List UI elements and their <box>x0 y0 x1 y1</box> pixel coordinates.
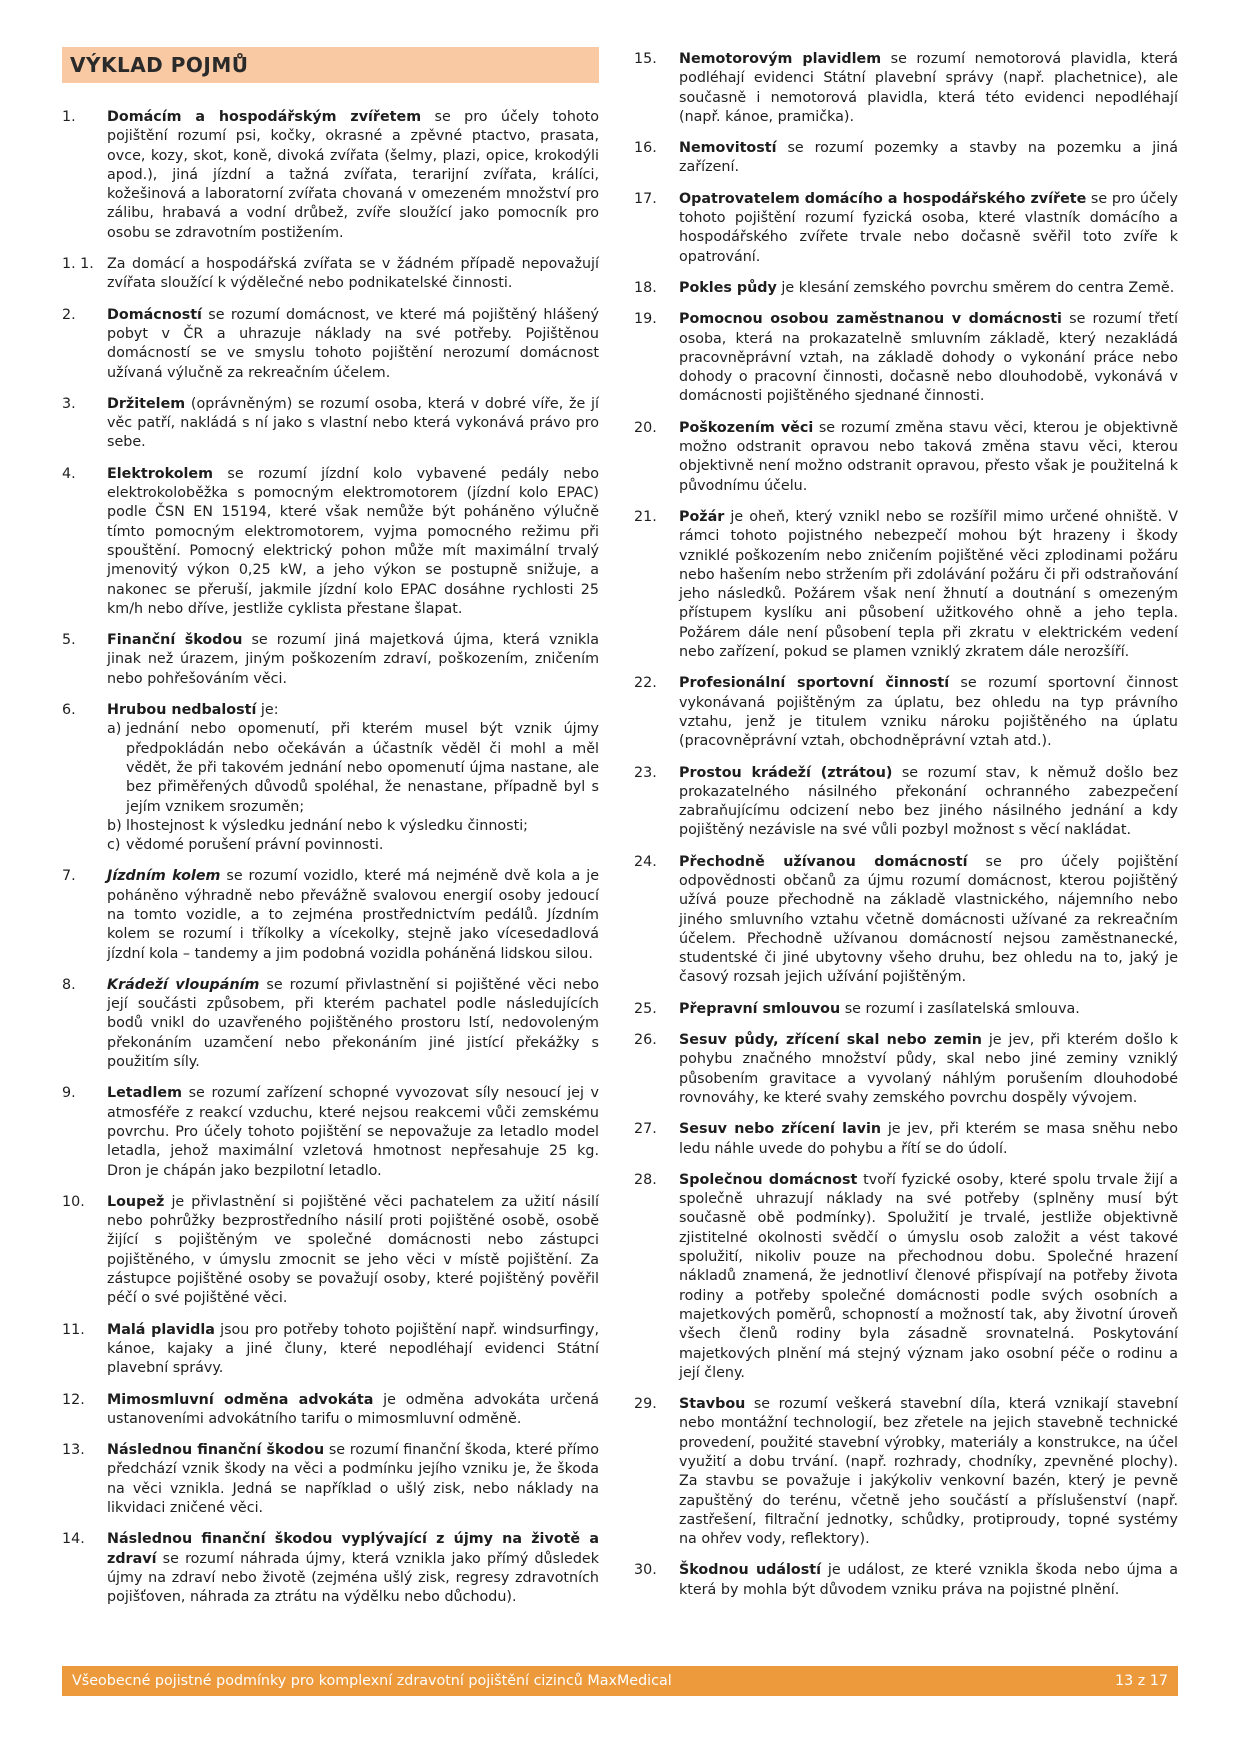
section-heading: VÝKLAD POJMŮ <box>62 47 599 83</box>
definition-item <box>62 631 599 689</box>
definition-body: je: <box>256 702 279 719</box>
definition-number: 23. <box>634 764 657 781</box>
definition-text <box>107 255 599 294</box>
definition-number: 6. <box>62 702 76 719</box>
definition-number: 4. <box>62 465 76 482</box>
definition-body: se rozumí stav, k němuž došlo bez prokazatelného násilného překonání ochranného zabezpečení zabraňujícímu odcizení nebo bez jiného násilného jednání a kdy pojištěný nezávisle na své vůli pozbyl možnost s věcí nakládat. <box>679 764 1178 839</box>
definition-term: Následnou finanční škodou vyplývající z újmy na životě a zdraví <box>107 1531 599 1567</box>
definition-number: 1. 1. <box>62 256 94 273</box>
definition-term: Profesionální sportovní činností <box>679 675 950 692</box>
definition-text <box>679 674 1178 751</box>
definition-text <box>679 1171 1178 1383</box>
definition-term: Mimosmluvní odměna advokáta <box>107 1391 374 1408</box>
definition-item <box>634 764 1178 841</box>
definition-text <box>679 139 1178 178</box>
definition-body: Za domácí a hospodářská zvířata se v žádném případě nepovažují zvířata sloužící k výdělečné nebo podnikatelské činnosti. <box>107 256 599 292</box>
definition-number: 29. <box>634 1396 657 1413</box>
definition-text <box>679 1000 1178 1019</box>
definition-body: je odměna advokáta určená ustanoveními advokátního tarifu o mimosmluvní odměně. <box>107 1391 599 1427</box>
left-definitions <box>62 108 599 1607</box>
definition-number: 26. <box>634 1032 657 1049</box>
definition-body: se rozumí jiná majetková újma, která vznikla jinak než úrazem, jiným poškozením zdraví, poškozením, zničením nebo pohřešováním věci. <box>107 632 599 687</box>
definition-text <box>679 508 1178 662</box>
definition-number: 2. <box>62 306 76 323</box>
sub-item-letter: b) <box>107 817 122 834</box>
page-footer <box>62 1666 1178 1696</box>
definition-term: Požár <box>679 508 725 525</box>
definition-item <box>62 1321 599 1379</box>
definition-term: Přepravní smlouvou <box>679 1000 841 1017</box>
definition-body: se rozumí veškerá stavební díla, která vznikají stavební nebo montážní technologií, bez zřetele na jejich stavebně technické provedení, použité stavební výrobky, materiály a konstrukce, na účel využití a dobu trvání. (např. rozhrady, chodníky, zpevněné plochy). Za stavbu se považuje i jakýkoliv venkovní bazén, který je pevně zapuštěný do terénu, včetně jeho součástí a příslušenství (např. zastřešení, filtrační jednotky, schůdky, protiproudy, topné systémy na ohřev vody, reflektory). <box>679 1396 1178 1548</box>
definition-number: 9. <box>62 1085 76 1102</box>
definition-term: Nemotorovým plavidlem <box>679 51 882 67</box>
definition-item <box>634 50 1178 127</box>
definition-item <box>62 867 599 963</box>
definition-number: 8. <box>62 976 76 993</box>
definition-body: se pro účely tohoto pojištění rozumí fyzická osoba, které vlastník domácího a hospodářského zvířete trvale nebo dočasně svěřil toto zvíře k opatrování. <box>679 190 1178 265</box>
definition-number: 11. <box>62 1321 85 1338</box>
definition-term: Přechodně užívanou domácností <box>679 853 968 870</box>
definition-body: je jev, při kterém se masa sněhu nebo ledu náhle uvede do pohybu a řítí se do údolí. <box>679 1121 1178 1157</box>
definition-text <box>107 701 599 855</box>
definition-item <box>634 508 1178 662</box>
definition-text <box>679 310 1178 406</box>
definition-term: Finanční škodou <box>107 632 243 649</box>
definition-number: 15. <box>634 51 657 67</box>
sub-item-text: jednání nebo opomenutí, při kterém musel být vznik újmy předpokládán nebo očekáván a účastník věděl či mohl a měl vědět, že při takovém jednání nebo opomenutí újma nastane, ale bez přiměřených důvodů spoléhal, že nenastane, případně byl s jejím vznikem srozuměn; <box>126 721 599 815</box>
definition-term: Společnou domácnost <box>679 1171 858 1188</box>
definition-body: (oprávněným) se rozumí osoba, která v dobré víře, že jí věc patří, nakládá s ní jako s vlastní nebo která vykonává právo pro sebe. <box>107 395 599 451</box>
definition-term: Malá plavidla <box>107 1321 215 1338</box>
definition-text <box>679 419 1178 496</box>
definition-term: Elektrokolem <box>107 465 214 482</box>
page-number: 13 z 17 <box>1115 1673 1168 1689</box>
definition-text <box>107 1084 599 1180</box>
definition-term: Hrubou nedbalostí <box>107 702 257 719</box>
definition-number: 1. <box>62 109 76 125</box>
definition-number: 17. <box>634 190 657 207</box>
definition-text <box>107 1530 599 1607</box>
definition-body: se rozumí náhrada újmy, která vznikla jako přímý důsledek újmy na zdraví nebo životě (zejména ušlý zisk, regresy zdravotních pojišťoven, náhrada za ztrátu na výdělku nebo důchodu). <box>107 1550 599 1606</box>
definition-term: Prostou krádeží (ztrátou) <box>679 764 893 781</box>
definition-item <box>62 1441 599 1518</box>
definition-term: Následnou finanční škodou <box>107 1442 325 1459</box>
sub-item-text: vědomé porušení právní povinnosti. <box>126 837 384 854</box>
definition-number: 22. <box>634 675 657 692</box>
definition-number: 27. <box>634 1121 657 1138</box>
definition-text <box>679 279 1178 298</box>
sub-item <box>107 817 599 836</box>
definition-body: se pro účely pojištění odpovědnosti občanů za újmu rozumí domácnost, kterou pojištěný užívá pouze přechodně na základě vlastnického, nájemního nebo jiného smluvního vztahu včetně domácnosti užívané za rekreačním účelem. Přechodně užívanou domácností nejsou zaměstnanecké, studentské či jiné ubytovny všeho druhu, bez ohledu na to, jaký je časový rozsah jejich užívání pojištěným. <box>679 853 1178 986</box>
definition-number: 5. <box>62 632 76 649</box>
definition-number: 10. <box>62 1193 85 1210</box>
definition-text <box>107 465 599 619</box>
definition-number: 19. <box>634 311 657 328</box>
definition-term: Krádeží vloupáním <box>107 976 260 993</box>
definition-body: je událost, ze které vznikla škoda nebo újma a která by mohla být důvodem vzniku práva na pojistné plnění. <box>679 1562 1178 1598</box>
definition-item <box>62 395 599 453</box>
definition-number: 20. <box>634 419 657 436</box>
definition-term: Škodnou událostí <box>679 1562 821 1579</box>
definition-text <box>679 853 1178 988</box>
definition-term: Jízdním kolem <box>107 868 221 885</box>
definition-item <box>62 306 599 383</box>
definition-text <box>679 50 1178 127</box>
definition-text <box>107 1441 599 1518</box>
left-column <box>62 47 599 1619</box>
definition-body: se rozumí jízdní kolo vybavené pedály nebo elektrokoloběžka s pomocným elektromotorem (jízdní kolo EPAC) podle ČSN EN 15194, které však nemůže být poháněno výlučně tímto pomocným elektromotorem, vyjma pomocného režimu při spouštění. Pomocný elektrický pohon může mít maximální trvalý jmenovitý výkon 0,25 kW, a jeho výkon se postupně snižuje, a nakonec se přeruší, jakmile jízdní kolo EPAC dosáhne rychlosti 25 km/h nebo dříve, jestliže cyklista přestane šlapat. <box>107 465 599 617</box>
definition-body: se rozumí i zasílatelská smlouva. <box>840 1000 1080 1017</box>
definition-item <box>634 1171 1178 1383</box>
definition-text <box>107 631 599 689</box>
right-column <box>634 50 1178 1612</box>
definition-text <box>107 306 599 383</box>
definition-item <box>62 465 599 619</box>
definition-term: Sesuv půdy, zřícení skal nebo zemin <box>679 1032 982 1049</box>
definition-item <box>62 1193 599 1309</box>
definition-term: Loupež <box>107 1193 165 1210</box>
definition-item <box>634 853 1178 988</box>
definition-body: je klesání zemského povrchu směrem do centra Země. <box>776 279 1175 296</box>
definition-text <box>679 1120 1178 1159</box>
definition-number: 28. <box>634 1171 657 1188</box>
definition-body: se rozumí třetí osoba, která na prokazatelně smluvním základě, který nezakládá pracovněprávní vztah, na základě dohody o vykonání práce nebo dohody o pracovní činnosti, dočasně nebo dlouhodobě, vykonává v domácnosti pojištěného sjednané činnosti. <box>679 311 1178 405</box>
definition-item <box>62 108 599 243</box>
definition-text <box>107 1193 599 1309</box>
definition-term: Opatrovatelem domácího a hospodářského zvířete <box>679 190 1087 207</box>
definition-term: Pokles půdy <box>679 279 777 296</box>
definition-body: je oheň, který vznikl nebo se rozšířil mimo určené ohniště. V rámci tohoto pojistného nebezpečí mohou být hrazeny i škody vzniklé poškozením nebo zničením pojištěné věci zplodinami požáru nebo hašením nebo stržením při zdolávání požáru či při odstraňování jeho následků. Požárem však není žhnutí a doutnání s omezeným přístupem kyslíku ani působení užitkového ohně a jeho tepla. Požárem dále není působení tepla při zkratu v elektrickém vedení nebo zařízení, pokud se plamen vzniklý zkratem dále nerozšíří. <box>679 508 1178 661</box>
definition-body: se rozumí vozidlo, které má nejméně dvě kola a je poháněno výhradně nebo převážně svalovou energií osoby jedoucí na tomto vozidle, a to zejména prostřednictvím pedálů. Jízdním kolem se rozumí i tříkolky a vícekolky, stejně jako vícesedadlová jízdní kola – tandemy a jim podobná vozidla poháněná lidskou silou. <box>107 868 599 962</box>
sub-item-text: lhostejnost k výsledku jednání nebo k výsledku činnosti; <box>126 817 528 834</box>
definition-term: Nemovitostí <box>679 140 777 157</box>
definition-item <box>634 139 1178 178</box>
definition-body: jsou pro potřeby tohoto pojištění např. windsurfingy, kánoe, kajaky a jiné čluny, které nepodléhají evidenci Státní plavební správy. <box>107 1321 600 1377</box>
definition-item <box>62 255 599 294</box>
definition-item <box>62 976 599 1072</box>
definition-term: Domácím a hospodářským zvířetem <box>107 109 422 125</box>
definition-text <box>679 1031 1178 1108</box>
definition-text <box>107 976 599 1072</box>
definition-body: tvoří fyzické osoby, které spolu trvale žijí a společně uhrazují náklady na své potřeby (splněny musí být současně obě podmínky). Spolužití je trvalé, jestliže objektivně zjistitelné okolnosti svědčí o úmyslu osob založit a vést takové spolužití, nikoliv pouze na přechodnou dobu. Společné hrazení nákladů znamená, že jednotliví členové přispívají na potřeby života rodiny a potřeby společné domácnosti podle svých osobních a majetkových poměrů, schopností a možností tak, aby životní úroveň všech členů rodiny byla zásadně srovnatelná. Poskytování majetkových plnění má stejný význam jako osobní péče o rodinu a její členy. <box>679 1171 1178 1381</box>
definition-text <box>679 764 1178 841</box>
definition-number: 18. <box>634 279 657 296</box>
definition-text <box>107 867 599 963</box>
definition-item <box>634 310 1178 406</box>
definition-item <box>634 1395 1178 1549</box>
definition-number: 14. <box>62 1531 85 1548</box>
definition-body: se rozumí finanční škoda, které přímo předchází vznik škody na věci a podmínku jejího vzniku je, že škoda na věci vznikla. Jedná se například o ušlý zisk, nebo náklady na likvidaci zničené věci. <box>107 1442 599 1516</box>
definition-text <box>107 1391 599 1430</box>
footer-title: Všeobecné pojistné podmínky pro komplexní zdravotní pojištění cizinců MaxMedical <box>72 1673 672 1689</box>
definition-number: 24. <box>634 853 657 870</box>
definition-body: se rozumí domácnost, ve které má pojištěný hlášený pobyt v ČR a uhrazuje náklady na své potřeby. Pojištěnou domácností se ve smyslu tohoto pojištění nerozumí domácnost užívaná výlučně za rekreačním účelem. <box>107 306 599 381</box>
definition-number: 7. <box>62 868 76 885</box>
definition-body: se rozumí sportovní činnost vykonávaná pojištěným za úplatu, bez ohledu na typ právního vztahu, jenž je titulem vzniku nároku pojištěného na úplatu (pracovněprávní vztah, obchodněprávní vztah atd.). <box>679 675 1178 750</box>
definition-body: je přivlastnění si pojištěné věci pachatelem za užití násilí nebo pohrůžky bezprostředního násilí proti pojištěné osobě, osobě žijící s pojištěným ve společné domácnosti nebo zástupci pojištěného, v úmyslu zmocnit se jeho věci v místě pojištění. Za zástupce pojištěné osoby se považují osoby, které pojištěný pověřil péčí o své pojištěné věci. <box>107 1193 599 1307</box>
definition-body: se rozumí změna stavu věci, kterou je objektivně možno odstranit opravou nebo taková změna stavu věci, kterou objektivně není možno odstranit opravou, přesto však je použitelná k původnímu účelu. <box>679 419 1178 494</box>
definition-term: Stavbou <box>679 1396 746 1413</box>
definition-number: 16. <box>634 140 657 157</box>
definition-term: Držitelem <box>107 395 186 412</box>
definition-term: Domácností <box>107 306 202 323</box>
definition-item <box>634 674 1178 751</box>
definition-text <box>679 1561 1178 1600</box>
definition-body: se pro účely tohoto pojištění rozumí psi, kočky, okrasné a zpěvné ptactvo, prasata, ovce, kozy, skot, koně, divoká zvířata (šelmy, plazi, opice, krokodýli apod.), jiná jízdní a tažná zvířata, terarijní zvířata, králíci, kožešinová a laboratorní zvířata chovaná v omezeném množství pro zálibu, hrabavá a vodní drůbež, zvíře sloužící jako pomocník pro osobu se zdravotním postižením. <box>107 109 599 241</box>
definition-text <box>679 1395 1178 1549</box>
definition-item <box>62 701 599 855</box>
definition-term: Letadlem <box>107 1085 183 1102</box>
definition-item <box>634 190 1178 267</box>
sub-item-letter: a) <box>107 721 122 738</box>
definition-item <box>634 279 1178 298</box>
definition-term: Sesuv nebo zřícení lavin <box>679 1121 882 1138</box>
definition-body: se rozumí přivlastnění si pojištěné věci nebo její součásti způsobem, při kterém pachatel podle následujících bodů vnikl do uzavřeného pojištěného prostoru lstí, nedovoleným překonáním uzamčení nebo překonáním jiné jistící překážky s použitím síly. <box>107 976 599 1071</box>
definition-text <box>107 1321 599 1379</box>
definition-item <box>634 1561 1178 1600</box>
definition-term: Pomocnou osobou zaměstnanou v domácnosti <box>679 311 1062 328</box>
definition-body: se rozumí zařízení schopné vyvozovat síly nesoucí jej v atmosféře z reakcí vzduchu, které nejsou reakcemi vůči zemskému povrchu. Pro účely tohoto pojištění se nepovažuje za letadlo model letadla, jehož maximální vzletová hmotnost nepřesahuje 25 kg. Dron je chápán jako bezpilotní letadlo. <box>107 1085 599 1179</box>
definition-item <box>62 1530 599 1607</box>
definition-item <box>634 419 1178 496</box>
definition-body: se rozumí pozemky a stavby na pozemku a jiná zařízení. <box>679 140 1178 176</box>
definition-number: 3. <box>62 395 76 412</box>
definition-text <box>679 190 1178 267</box>
definition-number: 21. <box>634 508 657 525</box>
definition-text <box>107 108 599 243</box>
sub-item-letter: c) <box>107 837 121 854</box>
definition-item <box>634 1031 1178 1108</box>
right-definitions <box>634 50 1178 1600</box>
definition-body: se rozumí nemotorová plavidla, která podléhají evidenci Státní plavební správy (např. plachetnice), ale současně i nemotorová plavidla, která této evidenci nepodléhají (např. kánoe, pramička). <box>679 51 1179 125</box>
definition-number: 12. <box>62 1391 85 1408</box>
definition-number: 30. <box>634 1562 657 1579</box>
definition-term: Poškozením věci <box>679 419 814 436</box>
definition-item <box>62 1391 599 1430</box>
sub-item <box>107 720 599 816</box>
definition-item <box>62 1084 599 1180</box>
definition-number: 13. <box>62 1442 85 1459</box>
definition-item <box>634 1120 1178 1159</box>
definition-body: je jev, při kterém došlo k pohybu značného množství půdy, skal nebo jiné zeminy vzniklý působením gravitace a vyvolaný náhlým porušením dlouhodobé rovnováhy, ke které svahy zemského povrchu dospěly vývojem. <box>679 1032 1178 1106</box>
definition-text <box>107 395 599 453</box>
definition-item <box>634 1000 1178 1019</box>
sub-item <box>107 836 599 855</box>
definition-number: 25. <box>634 1000 657 1017</box>
